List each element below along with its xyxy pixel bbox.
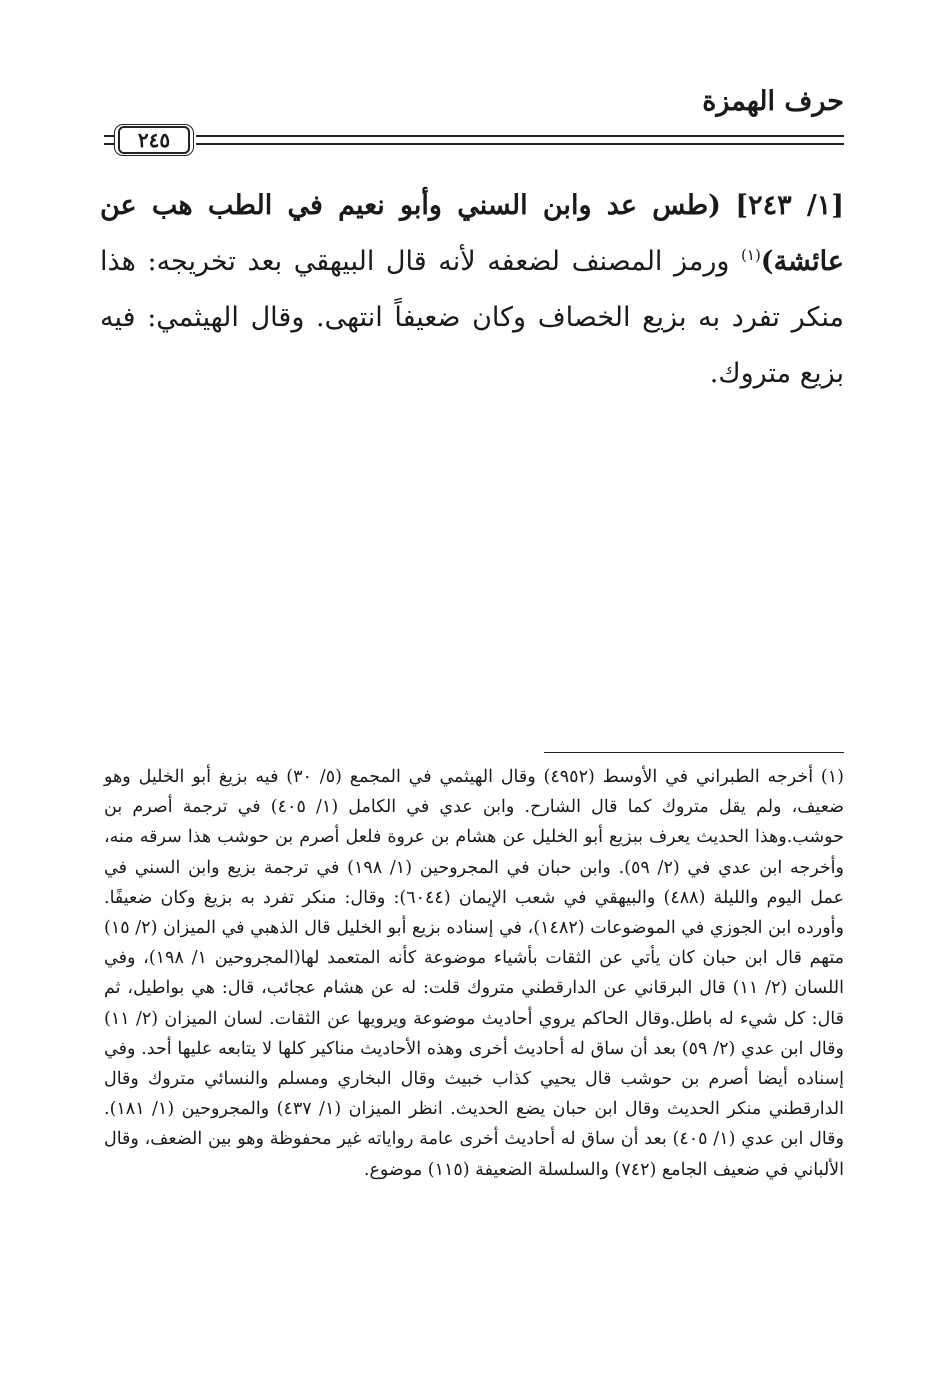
footnote-marker: (١) (741, 246, 761, 264)
running-head-title: حرف الهمزة (702, 86, 844, 117)
entry-sources: (طس عد وابن السني وأبو نعيم في الطب هب عن عائشة) (100, 190, 844, 277)
footnote-1: (١) أخرجه الطبراني في الأوسط (٤٩٥٢) وقال الهيثمي في المجمع (٥/ ٣٠) فيه بزيغ أبو الخليل وهو ضعيف، ولم يقل متروك كما قال الشارح. وابن عدي في الكامل (١/ ٤٠٥) في ترجمة أصرم بن حوشب.وهذا الحديث يعرف ببزيع أبو الخليل عن هشام بن عروة فلعل أصرم بن حوشب هذا سرقه منه، وأخرجه ابن عدي في (٢/ ٥٩). وابن حبان في المجروحين (١/ ١٩٨) في ترجمة بزيع وابن السني في عمل اليوم والليلة (٤٨٨) والبيهقي في شعب الإيمان (٦٠٤٤): وقال: منكر تفرد به بزيغ وكان ضعيفًا. وأورده ابن الجوزي في الموضوعات (١٤٨٢)، في إسناده بزيع أبو الخليل قال الذهبي في الميزان (٢/ ١٥) متهم قال ابن حبان كان يأتي عن الثقات بأشياء موضوعة كأنه المتعمد لها(المجروحين ١/ ١٩٨)، وفي اللسان (٢/ ١١) قال البرقاني عن الدارقطني متروك قلت: له عن هشام عجائب، قال: هي بواطيل، ثم قال: كل شيء له باطل.وقال الحاكم يروي أحاديث موضوعة ويرويها عن الثقات. لسان الميزان (٢/ ١١) وقال ابن عدي (٢/ ٥٩) بعد أن ساق له أحاديث أخرى وهذه الأحاديث مناكير كلها لا يتابعه عليها أحد. وفي إسناده أيضا أصرم بن حوشب قال يحيي كذاب خبيث وقال البخاري ومسلم والنسائي متروك وقال الدارقطني منكر الحديث وقال ابن حبان يضع الحديث. انظر الميزان (١/ ٤٣٧) والمجروحين (١/ ١٨١). وقال ابن عدي (١/ ٤٠٥) بعد أن ساق له أحاديث أخرى عامة رواياته غير محفوظة وهو بين الضعف، وقال الألباني في ضعيف الجامع (٧٤٢) والسلسلة الضعيفة (١١٥) موضوع. (104, 767, 845, 1180)
page-number: ٢٤٥ (118, 126, 190, 154)
entry-reference: [١/ ٢٤٣] (735, 190, 844, 221)
header-rule (104, 126, 844, 156)
main-text (100, 178, 844, 402)
entry-body: ورمز المصنف لضعفه لأنه قال البيهقي بعد تخريجه: هذا منكر تفرد به بزيع الخصاف وكان ضعيفاً انتهى. وقال الهيثمي: فيه بزيع متروك. (100, 246, 844, 389)
rule-end-mark (104, 135, 114, 145)
double-rule-line (196, 135, 844, 145)
footnote-separator (544, 752, 844, 753)
